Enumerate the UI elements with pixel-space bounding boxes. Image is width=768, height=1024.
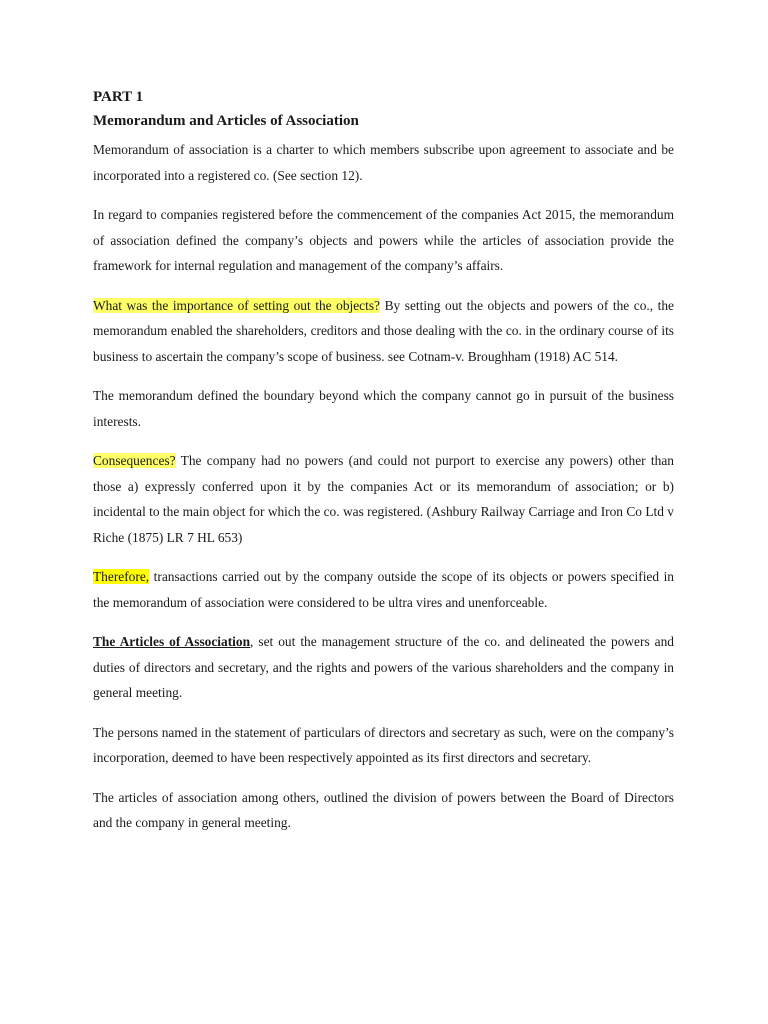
document-page bbox=[93, 87, 674, 850]
paragraph-consequences bbox=[93, 448, 674, 550]
paragraph-companies-act: In regard to companies registered before the commencement of the companies Act 2015, the memorandum of association defined the company’s objects and powers while the articles of association provide the framework for internal regulation and management of the company’s affairs. bbox=[93, 207, 674, 273]
paragraph-memorandum-definition: Memorandum of association is a charter to which members subscribe upon agreement to associate and be incorporated into a registered co. (See section 12). bbox=[93, 142, 674, 183]
paragraph-ultra-vires bbox=[93, 564, 674, 615]
highlighted-therefore: Therefore, bbox=[93, 569, 150, 584]
highlighted-consequences: Consequences? bbox=[93, 453, 176, 468]
paragraph-text: , set out the management structure of the co. and delineated the powers and duties of directors and secretary, and the rights and powers of the various shareholders and the company in general meeting. bbox=[93, 634, 674, 700]
paragraph-text: By setting out the objects and powers of the co., the memorandum enabled the shareholders, creditors and those dealing with the co. in the ordinary course of its business to ascertain the company’s scope of business. see Cotnam-v. Broughham (1918) AC 514. bbox=[93, 297, 674, 364]
paragraph-text: transactions carried out by the company outside the scope of its objects or powers specified in the memorandum of association were considered to be ultra vires and unenforceable. bbox=[93, 569, 674, 610]
paragraph-division-of-powers: The articles of association among others, outlined the division of powers between the Board of Directors and the company in general meeting. bbox=[93, 789, 674, 830]
section-heading: Memorandum and Articles of Association bbox=[93, 113, 359, 129]
paragraph-first-directors: The persons named in the statement of particulars of directors and secretary as such, were on the company’s incorporation, deemed to have been respectively appointed as its first directors and secretary. bbox=[93, 724, 674, 765]
underlined-term: The Articles of Association bbox=[93, 634, 251, 649]
paragraph-text: The company had no powers (and could not purport to exercise any powers) other than those a) expressly conferred upon it by the companies Act or its memorandum of association; or b) incidental to the main object for which the co. was registered. (Ashbury Railway Carriage and Iron Co Ltd v Riche (1875) LR 7 HL 653) bbox=[93, 453, 674, 545]
paragraph-articles-of-association bbox=[93, 629, 674, 706]
highlighted-question: What was the importance of setting out the objects? bbox=[93, 297, 381, 313]
part-heading: PART 1 bbox=[93, 89, 144, 105]
paragraph-importance-of-objects bbox=[93, 293, 674, 370]
paragraph-boundary: The memorandum defined the boundary beyond which the company cannot go in pursuit of the business interests. bbox=[93, 388, 674, 429]
